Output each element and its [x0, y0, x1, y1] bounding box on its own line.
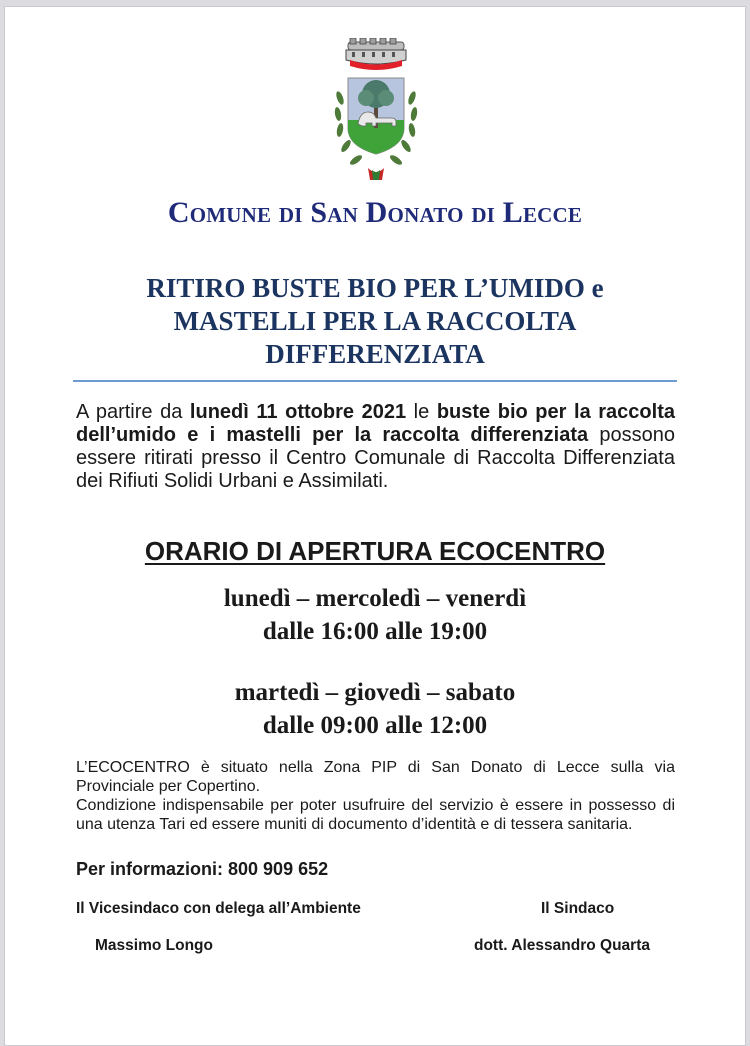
intro-paragraph: [76, 401, 675, 493]
coat-of-arms-icon: [326, 38, 426, 194]
signature-left-role: Il Vicesindaco con delega all’Ambiente: [76, 900, 361, 917]
schedule-block: [0, 582, 750, 648]
schedule-time: dalle 09:00 alle 12:00: [262, 712, 488, 739]
info-section: [76, 758, 675, 834]
title-divider: [73, 380, 677, 382]
schedule-time: dalle 16:00 alle 19:00: [262, 618, 488, 645]
intro-text: possono essere ritirati presso il Centro Comunale di Raccolta Differenziata dei Rifiuti Solidi Urbani e Assimilati.: [76, 424, 676, 492]
location-text: L’ECOCENTRO è situato nella Zona PIP di San Donato di Lecce sulla via Provinciale per Copertino.: [76, 759, 675, 795]
title-line: DIFFERENZIATA: [265, 339, 485, 369]
signature-right-name: dott. Alessandro Quarta: [474, 937, 650, 954]
schedule-days: martedì – giovedì – sabato: [234, 679, 516, 706]
organization-name: Comune di San Donato di Lecce: [167, 196, 583, 229]
items-description: buste bio per la raccolta dell’umido e i mastelli per la raccolta differenziata: [76, 401, 675, 446]
hours-heading: ORARIO DI APERTURA ECOCENTRO: [144, 536, 606, 566]
phone-info: Per informazioni: 800 909 652: [76, 859, 329, 879]
schedule-days: lunedì – mercoledì – venerdì: [223, 585, 527, 612]
intro-text: A partire da: [76, 401, 190, 423]
title-line: MASTELLI PER LA RACCOLTA: [173, 306, 577, 336]
schedule-block: [0, 676, 750, 742]
intro-text: le: [406, 401, 437, 423]
document-title: [0, 272, 750, 371]
signature-right-role: Il Sindaco: [541, 900, 615, 917]
start-date: lunedì 11 ottobre 2021: [189, 401, 407, 423]
signature-left-name: Massimo Longo: [95, 937, 213, 954]
condition-text: Condizione indispensabile per poter usufruire del servizio è essere in possesso di una utenza Tari ed essere muniti di documento d’identità e di tessera sanitaria.: [76, 797, 675, 833]
title-line: RITIRO BUSTE BIO PER L’UMIDO e: [146, 273, 604, 303]
